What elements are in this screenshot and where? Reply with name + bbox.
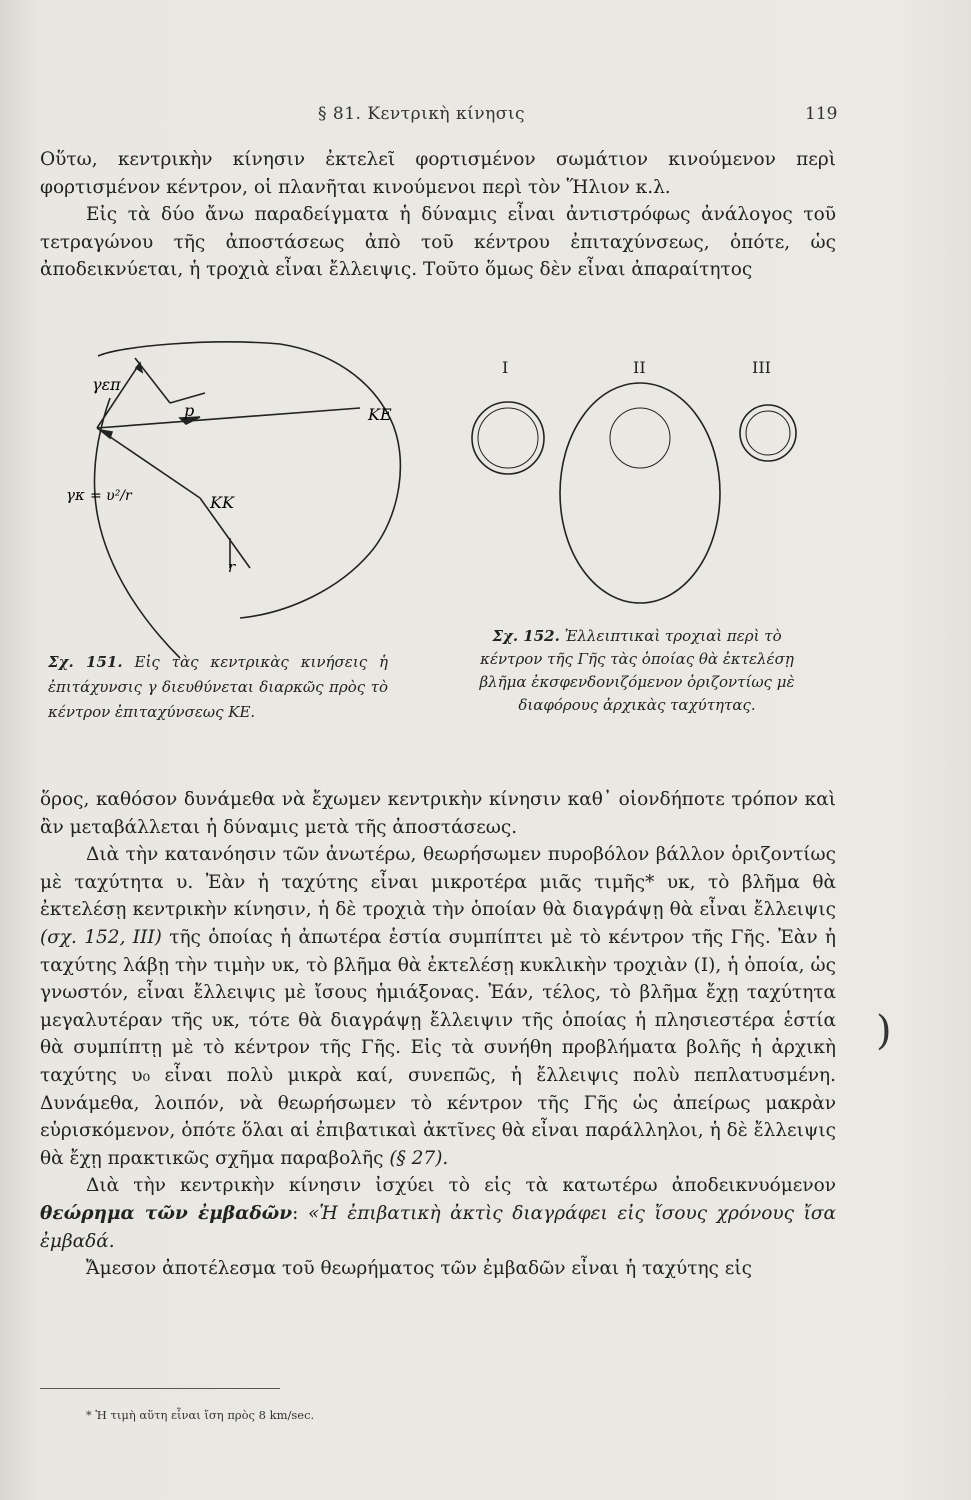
label-gk: γκ bbox=[66, 486, 85, 504]
paragraph-1: Οὕτω, κεντρικὴν κίνησιν ἐκτελεῖ φορτισμένον σωμάτιον κινούμενον περὶ φορτισμένον κέντρον, οἱ πλανῆται κινούμενοι περὶ τὸν Ἥλιον κ.λ. bbox=[40, 149, 836, 198]
paragraph-5-part-a: Διὰ τὴν κεντρικὴν κίνησιν ἰσχύει τὸ εἰς τὰ κατωτέρω ἀποδεικνυόμενον bbox=[86, 1175, 836, 1197]
top-text-block bbox=[40, 146, 836, 284]
orbit-arc bbox=[98, 342, 400, 618]
tangent-velocity bbox=[97, 363, 140, 428]
orbit-II bbox=[560, 383, 720, 603]
paragraph-5 bbox=[40, 1172, 836, 1255]
label-ke: ΚΕ bbox=[368, 405, 392, 424]
paragraph-4-part-b: τῆς ὁποίας ἡ ἀπωτέρα ἑστία συμπίπτει μὲ τὸ κέντρον τῆς Γῆς. Ἐὰν ἡ ταχύτης λάβῃ τὴν τιμὴν υκ, τὸ βλῆμα θὰ ἐκτελέσῃ κυκλικὴν τροχιὰν (Ι), ἡ ὁποία, ὡς γνωστόν, εἶναι ἔλλειψις μὲ ἴσους ἡμιάξονας. Ἐάν, τέλος, τὸ βλῆμα ἔχῃ ταχύτητα μεγαλυτέραν τῆς υκ, τότε θὰ διαγράψῃ ἔλλειψιν τῆς ὁποίας ἡ πλησιεστέρα ἑστία θὰ συμπίπτῃ μὲ τὸ κέντρον τῆς Γῆς. Εἰς τὰ συνήθη προβλήματα βολῆς ἡ ἀρχικὴ ταχύτης υ₀ εἶναι πολὺ μικρὰ καί, συνεπῶς, ἡ ἔλλειψις πολὺ πεπλατυσμένη. Δυνάμεθα, λοιπόν, νὰ θεωρήσωμεν τὸ κέντρον τῆς Γῆς ὡς ἀπείρως μακρὰν εὑρισκόμενον, ὁπότε ὅλαι αἱ ἐπιβατικαὶ ἀκτῖνες θὰ εἶναι παράλληλοι, ἡ δὲ ἔλλειψις θὰ ἔχῃ πρακτικῶς σχῆμα παραβολῆς bbox=[40, 926, 836, 1169]
paragraph-4 bbox=[40, 841, 836, 1172]
paragraph-6: Ἄμεσον ἀποτέλεσμα τοῦ θεωρήματος τῶν ἐμβαδῶν εἶναι ἡ ταχύτης εἰς bbox=[86, 1258, 752, 1280]
caption-152-label: Σχ. 152. bbox=[492, 627, 560, 645]
label-II: II bbox=[633, 358, 646, 377]
figure-151 bbox=[94, 342, 400, 658]
caption-152 bbox=[478, 625, 796, 717]
label-III: III bbox=[752, 358, 771, 377]
bottom-text-block bbox=[40, 786, 836, 1283]
paragraph-2: Εἰς τὰ δύο ἄνω παραδείγματα ἡ δύναμις εἶναι ἀντιστρόφως ἀνάλογος τοῦ τετραγώνου τῆς ἀποστάσεως ἀπὸ τοῦ κέντρου ἐπιταχύνσεως, ὁπότε, ὡς ἀποδεικνύεται, ἡ τροχιὰ εἶναι ἔλλειψις. Τοῦτο ὅμως δὲν εἶναι ἀπαραίτητος bbox=[40, 204, 836, 281]
label-kk: ΚΚ bbox=[210, 493, 234, 512]
theorem-statement: «Ἡ ἐπιβατικὴ ἀκτὶς διαγράφει εἰς ἴσους χρόνους ἴσα ἐμβαδά. bbox=[40, 1202, 836, 1252]
paragraph-4-part-a: Διὰ τὴν κατανόησιν τῶν ἀνωτέρω, θεωρήσωμεν πυροβόλον βάλλον ὁριζοντίως μὲ ταχύτητα υ. Ἐὰν ἡ ταχύτης εἶναι μικροτέρα μιᾶς τιμῆς* υκ, τὸ βλῆμα θὰ ἐκτελέσῃ κεντρικὴν κίνησιν, ἡ δὲ τροχιὰ τὴν ὁποίαν θὰ διαγράψῃ θὰ εἶναι ἔλλειψις bbox=[40, 844, 836, 921]
label-r: r bbox=[228, 558, 236, 576]
theorem-name: θεώρημα τῶν ἐμβαδῶν bbox=[40, 1202, 293, 1224]
trajectory-curve bbox=[94, 398, 180, 658]
label-formula: = υ²/r bbox=[90, 488, 132, 504]
page-number: 119 bbox=[805, 104, 838, 124]
theorem-colon: : bbox=[292, 1202, 308, 1224]
figure-152 bbox=[472, 383, 796, 603]
orbit-III bbox=[740, 405, 796, 461]
caption-151 bbox=[48, 650, 388, 725]
tick-line bbox=[135, 358, 170, 403]
section-ref: (§ 27). bbox=[389, 1147, 449, 1169]
caption-151-text: Εἰς τὰς κεντρικὰς κινήσεις ἡ ἐπιτάχυνσις γ διευθύνεται διαρκῶς πρὸς τὸ κέντρον ἐπιταχύνσεως ΚΕ. bbox=[48, 653, 388, 721]
footnote-rule bbox=[40, 1388, 280, 1389]
arrow-accel bbox=[100, 430, 112, 438]
label-gep: γεπ bbox=[92, 375, 121, 394]
radius-line bbox=[97, 408, 360, 428]
label-I: I bbox=[502, 358, 509, 377]
caption-152-text: Ἐλλειπτικαὶ τροχιαὶ περὶ τὸ κέντρον τῆς Γῆς τὰς ὁποίας θὰ ἐκτελέσῃ βλῆμα ἐκσφενδονιζόμενον ὁριζοντίως μὲ διαφόρους ἀρχικὰς ταχύτητας. bbox=[479, 627, 795, 714]
caption-151-label: Σχ. 151. bbox=[48, 653, 123, 671]
margin-bracket-mark: ) bbox=[876, 1008, 892, 1054]
footnote: * Ἡ τιμὴ αὕτη εἶναι ἴση πρὸς 8 km/sec. bbox=[86, 1408, 315, 1422]
fig-ref: (σχ. 152, III) bbox=[40, 926, 162, 948]
running-title: § 81. Κεντρικὴ κίνησις bbox=[318, 104, 526, 124]
paragraph-3: ὅρος, καθόσον δυνάμεθα νὰ ἔχωμεν κεντρικὴν κίνησιν καθ᾿ οἱονδήποτε τρόπον καὶ ἂν μεταβάλλεται ἡ δύναμις μετὰ τῆς ἀποστάσεως. bbox=[40, 789, 836, 838]
orbit-I bbox=[472, 402, 544, 474]
label-p: p bbox=[184, 401, 195, 420]
